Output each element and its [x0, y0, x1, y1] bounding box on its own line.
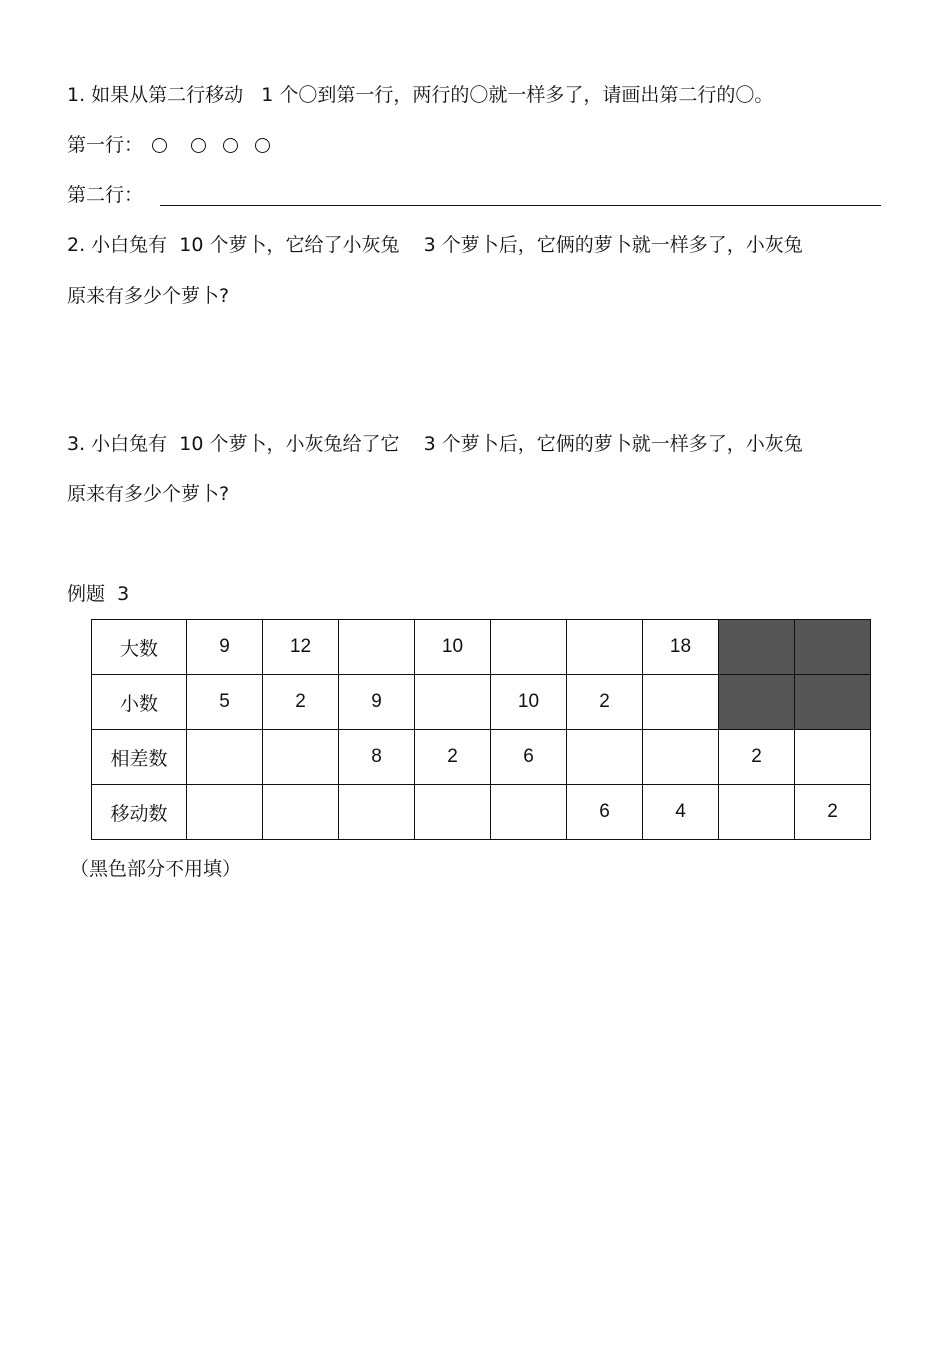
- blank-cell[interactable]: [491, 620, 567, 675]
- row-label: 移动数: [92, 785, 187, 840]
- blank-cell[interactable]: [567, 730, 643, 785]
- table-cell: 12: [263, 620, 339, 675]
- blank-cell[interactable]: [415, 785, 491, 840]
- row-label: 相差数: [92, 730, 187, 785]
- table-row: [92, 785, 871, 840]
- blank-cell[interactable]: [643, 730, 719, 785]
- table-row: [92, 675, 871, 730]
- table-row: [92, 620, 871, 675]
- blank-cell[interactable]: [339, 785, 415, 840]
- table-cell: 8: [339, 730, 415, 785]
- blank-cell[interactable]: [795, 730, 871, 785]
- blank-cell[interactable]: [491, 785, 567, 840]
- question-2-line-2: 原来有多少个萝卜?: [67, 285, 230, 307]
- row-label: 大数: [92, 620, 187, 675]
- shaded-cell: [795, 675, 871, 730]
- table-cell: 9: [339, 675, 415, 730]
- blank-cell[interactable]: [187, 730, 263, 785]
- question-1-row2-label: 第二行：: [67, 184, 144, 206]
- example-table: [91, 619, 871, 840]
- question-1-row1-label: 第一行：: [67, 134, 144, 156]
- table-cell: 5: [187, 675, 263, 730]
- circle-icon: [152, 138, 167, 153]
- row-label: 小数: [92, 675, 187, 730]
- table-cell: 10: [415, 620, 491, 675]
- table-cell: 4: [643, 785, 719, 840]
- blank-cell[interactable]: [643, 675, 719, 730]
- table-cell: 6: [567, 785, 643, 840]
- table-cell: 2: [795, 785, 871, 840]
- shaded-cell: [719, 675, 795, 730]
- table-row: [92, 730, 871, 785]
- table-cell: 18: [643, 620, 719, 675]
- circle-icon: [223, 138, 238, 153]
- blank-cell[interactable]: [719, 785, 795, 840]
- blank-cell[interactable]: [339, 620, 415, 675]
- circle-icon: [255, 138, 270, 153]
- question-1-prompt: 1. 如果从第二行移动 1 个〇到第一行，两行的〇就一样多了，请画出第二行的〇。: [67, 84, 774, 106]
- shaded-cell: [795, 620, 871, 675]
- question-1-row1-circles: [152, 134, 270, 156]
- example-title: 例题 3: [67, 583, 130, 605]
- blank-cell[interactable]: [263, 730, 339, 785]
- blank-cell[interactable]: [567, 620, 643, 675]
- example-note: （黑色部分不用填）: [70, 858, 242, 880]
- blank-cell[interactable]: [263, 785, 339, 840]
- question-1-answer-line: [160, 205, 881, 206]
- blank-cell[interactable]: [187, 785, 263, 840]
- question-3-line-2: 原来有多少个萝卜?: [67, 483, 230, 505]
- table-cell: 2: [567, 675, 643, 730]
- table-cell: 9: [187, 620, 263, 675]
- circle-icon: [191, 138, 206, 153]
- table-cell: 2: [415, 730, 491, 785]
- question-3-line-1: 3. 小白兔有 10 个萝卜，小灰兔给了它 3 个萝卜后，它俩的萝卜就一样多了，小灰兔: [67, 433, 803, 455]
- table-cell: 10: [491, 675, 567, 730]
- shaded-cell: [719, 620, 795, 675]
- table-cell: 2: [263, 675, 339, 730]
- table-cell: 6: [491, 730, 567, 785]
- blank-cell[interactable]: [415, 675, 491, 730]
- question-2-line-1: 2. 小白兔有 10 个萝卜，它给了小灰兔 3 个萝卜后，它俩的萝卜就一样多了，小灰兔: [67, 234, 803, 256]
- table-cell: 2: [719, 730, 795, 785]
